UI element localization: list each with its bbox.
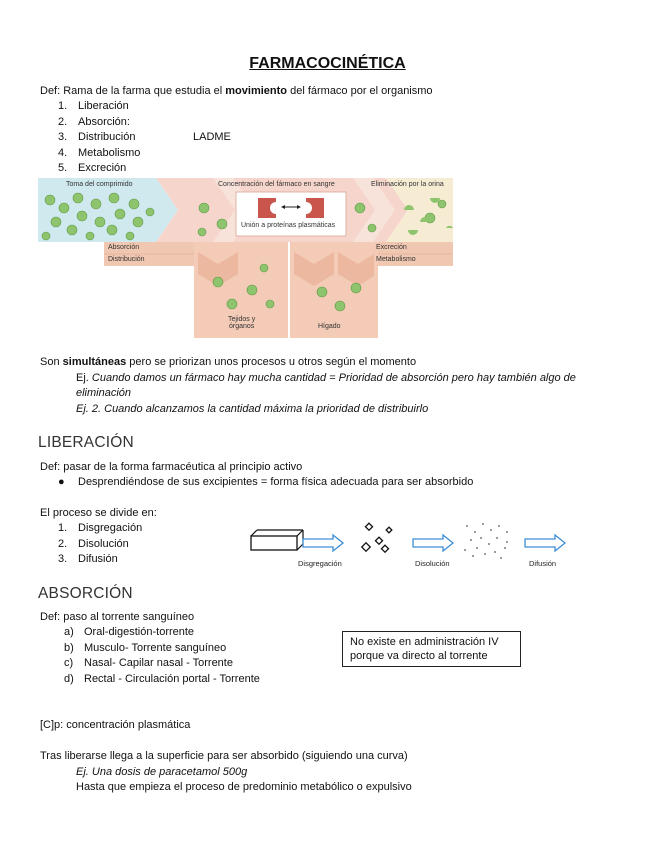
definition-suffix: del fármaco por el organismo xyxy=(290,85,433,97)
figure-label-elimination: Eliminación por la orina xyxy=(371,181,444,188)
iv-note-box: No existe en administración IV porque va directo al torrente xyxy=(342,631,521,667)
definition-bold: movimiento xyxy=(225,85,288,97)
list-item: b) Musculo- Torrente sanguíneo xyxy=(64,641,227,654)
diagram-label-disolucion: Disolución xyxy=(415,559,450,568)
granules-icon xyxy=(362,523,392,552)
heading-absorcion: ABSORCIÓN xyxy=(38,585,133,602)
liberacion-bullet: ● Desprendiéndose de sus excipientes = forma física adecuada para ser absorbido xyxy=(58,476,474,488)
figure-label-absorption: Absorción xyxy=(108,244,140,251)
process-list xyxy=(58,521,142,568)
arrow-icon xyxy=(303,535,343,551)
paracetamol-example: Ej. Una dosis de paracetamol 500g xyxy=(76,766,248,778)
figure-label-metabolism: Metabolismo xyxy=(376,256,416,263)
example-1: Ej. Cuando damos un fármaco hay mucha cantidad = Prioridad de absorción pero hay también algo de xyxy=(76,372,576,384)
simultaneous-text: Son simultáneas pero se priorizan unos procesos u otros según el momento xyxy=(40,356,417,368)
release-process-diagram xyxy=(245,518,585,562)
list-item: 1. Liberación xyxy=(58,100,129,112)
page-title: FARMACOCINÉTICA xyxy=(249,55,406,72)
list-item: 5. Excreción xyxy=(58,162,127,174)
bullet-icon: ● xyxy=(58,476,65,488)
acronym-ladme: LADME xyxy=(193,131,231,143)
figure-label-liver: Hígado xyxy=(318,323,341,330)
figure-label-concentration: Concentración del fármaco en sangre xyxy=(218,181,335,188)
list-item: c) Nasal- Capilar nasal - Torrente xyxy=(64,657,233,670)
binding-panel xyxy=(236,192,346,236)
ladme-list xyxy=(58,99,140,177)
figure-label-distribution: Distribución xyxy=(108,256,145,263)
figure-label-excretion: Excreción xyxy=(376,244,407,251)
arrow-icon xyxy=(413,535,453,551)
diagram-label-difusion: Difusión xyxy=(529,559,557,568)
arrow-icon xyxy=(525,535,565,551)
process-intro: El proceso se divide en: xyxy=(40,507,157,519)
figure-label-binding: Unión a proteínas plasmáticas xyxy=(241,222,336,229)
until-text: Hasta que empieza el proceso de predominio metabólico o expulsivo xyxy=(76,781,412,793)
tablet-icon xyxy=(251,530,303,550)
dissolved-particles-icon xyxy=(464,523,508,559)
routes-list xyxy=(64,625,260,688)
list-item: 3. Difusión xyxy=(58,553,118,565)
list-item: a) Oral-digestión-torrente xyxy=(64,626,195,638)
list-item: d) Rectal - Circulación portal - Torrente xyxy=(64,673,260,686)
heading-liberacion: LIBERACIÓN xyxy=(38,434,134,451)
absorcion-definition: Def: paso al torrente sanguíneo xyxy=(40,611,195,623)
list-item: 1. Disgregación xyxy=(58,522,143,534)
liberacion-definition: Def: pasar de la forma farmacéutica al principio activo xyxy=(40,461,303,473)
example-2: Ej. 2. Cuando alcanzamos la cantidad máxima la prioridad de distribuirlo xyxy=(76,403,429,415)
example-1-cont: eliminación xyxy=(76,387,132,399)
figure-label-tissues: Tejidos y órganos xyxy=(228,316,256,330)
list-item: 2. Absorción: xyxy=(58,115,130,128)
plasma-concentration-note: [C]p: concentración plasmática xyxy=(40,719,191,731)
list-item: 2. Disolución xyxy=(58,537,129,550)
list-item: 3. Distribución xyxy=(58,131,136,143)
definition xyxy=(40,84,433,98)
diagram-label-disgregacion: Disgregación xyxy=(298,559,342,568)
definition-prefix: Def: Rama de la farma que estudia el xyxy=(40,85,223,97)
figure-label-tablet: Toma del comprimido xyxy=(66,181,133,188)
after-release-text: Tras liberarse llega a la superficie para ser absorbido (siguiendo una curva) xyxy=(40,750,408,762)
list-item: 4. Metabolismo xyxy=(58,146,141,159)
